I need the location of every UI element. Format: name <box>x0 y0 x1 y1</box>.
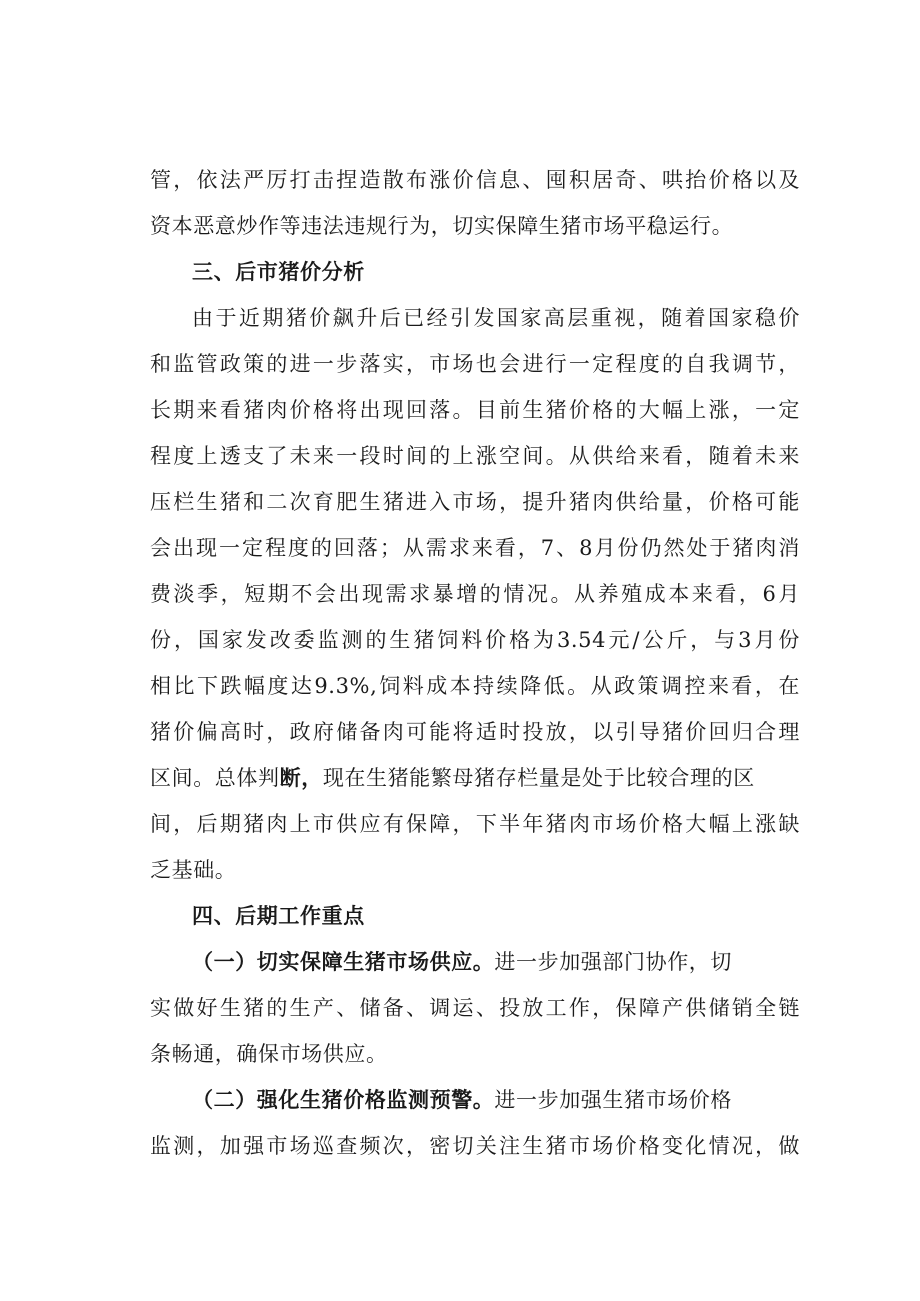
para-line <box>150 939 800 985</box>
section-heading-3: 三、后市猪价分析 <box>192 260 365 284</box>
para-line: 猪价偏高时，政府储备肉可能将适时投放，以引导猪价回归合理 <box>150 720 800 744</box>
para-line: 份，国家发改委监测的生猪饲料价格为3.54元/公斤，与3月份 <box>150 628 800 652</box>
para-line: 乏基础。 <box>150 858 237 882</box>
document-page <box>150 157 800 1169</box>
para-line: 程度上透支了未来一段时间的上涨空间。从供给来看，随着未来 <box>150 444 800 468</box>
para-line <box>150 755 800 801</box>
para-line: 资本恶意炒作等违法违规行为，切实保障生猪市场平稳运行。 <box>150 214 734 238</box>
text-segment: 进一步加强部门协作，切 <box>494 950 733 974</box>
para-line: 由于近期猪价飙升后已经引发国家高层重视，随着国家稳价 <box>192 306 800 330</box>
text-segment: 现在生猪能繁母猪存栏量是处于比较合理的区 <box>322 766 755 790</box>
para-line: 和监管政策的进一步落实，市场也会进行一定程度的自我调节， <box>150 352 800 376</box>
para-line: 费淡季，短期不会出现需求暴增的情况。从养殖成本来看，6月 <box>150 582 800 606</box>
text-segment: 进一步加强生猪市场价格 <box>494 1088 733 1112</box>
section-heading-4: 四、后期工作重点 <box>192 904 365 928</box>
bold-segment: 断， <box>279 765 323 790</box>
text-segment: 区间。总体判 <box>150 766 280 790</box>
para-line: 间，后期猪肉上市供应有保障，下半年猪肉市场价格大幅上涨缺 <box>150 812 800 836</box>
para-line: 相比下跌幅度达9.3%,饲料成本持续降低。从政策调控来看，在 <box>150 674 800 698</box>
para-line: 长期来看猪肉价格将出现回落。目前生猪价格的大幅上涨，一定 <box>150 398 800 422</box>
para-line: 条畅通，确保市场供应。 <box>150 1042 388 1066</box>
para-line: 会出现一定程度的回落；从需求来看，7、8月份仍然处于猪肉消 <box>150 536 800 560</box>
para-line: 监测，加强市场巡查频次，密切关注生猪市场价格变化情况，做 <box>150 1134 800 1158</box>
para-line <box>150 1077 800 1123</box>
subheading-2: （二）强化生猪价格监测预警。 <box>192 1088 495 1112</box>
para-line: 压栏生猪和二次育肥生猪进入市场，提升猪肉供给量，价格可能 <box>150 490 800 514</box>
para-line: 管，依法严厉打击捏造散布涨价信息、囤积居奇、哄抬价格以及 <box>150 168 800 192</box>
para-line: 实做好生猪的生产、储备、调运、投放工作，保障产供储销全链 <box>150 996 800 1020</box>
subheading-1: （一）切实保障生猪市场供应。 <box>192 950 495 974</box>
